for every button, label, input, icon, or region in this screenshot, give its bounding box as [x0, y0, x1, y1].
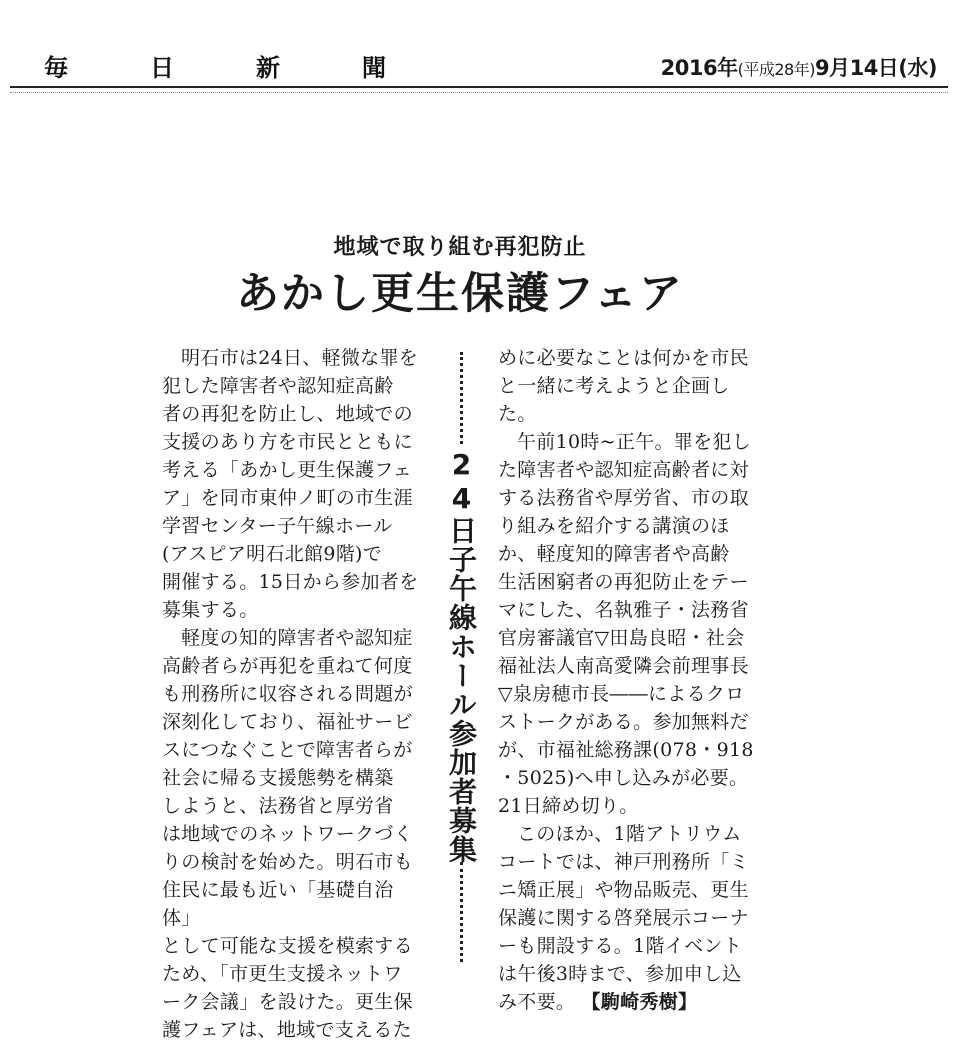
masthead-char-2: 日: [150, 54, 174, 82]
masthead-dotted-rule: [10, 92, 948, 93]
paragraph-2: 軽度の知的障害者や認知症 高齢者らが再犯を重ねて何度 も刑務所に収容される問題が 深刻化しており、福祉サービ スにつなぐことで障害者らが 社会に帰る支援態勢を構築 しようと、法務省と厚労省 は地域でのネットワークづく りの検討を始めた。明石市も 住民に最も近い「基礎自治体」 として可能な支援を模索する ため、「市更生支援ネットワ ーク会議」を設けた。更生保 護フェアは、地域で支えるた: [162, 627, 413, 1041]
masthead: [0, 52, 959, 88]
paragraph-5-text: このほか、1階アトリウム コートでは、神戸刑務所「ミ ニ矯正展」や物品販売、更生 保護に関する啓発展示コーナ ーも開設する。1階イベント は午後3時まで、参加申し込 み不要。: [498, 823, 749, 1013]
vertical-subheadline: 24日子午線ホール参加者募集: [445, 448, 478, 864]
paragraph-1: 明石市は24日、軽微な罪を 犯した障害者や認知症高齢 者の再犯を防止し、地域での 支援のあり方を市民とともに 考える「あかし更生保護フェ ア」を同市東仲ノ町の市生涯 学習センター子午線ホール (アスピア明石北館9階)で 開催する。15日から参加者を 募集する。: [162, 347, 419, 621]
masthead-char-1: 毎: [44, 54, 68, 82]
vertical-subheadline-bar: [444, 344, 478, 974]
article-column-2: [498, 344, 754, 1016]
issue-date-era: (平成28年): [737, 60, 815, 79]
article-headline: あかし更生保護フェア: [236, 269, 684, 319]
article-column-1: [162, 344, 424, 1044]
masthead-rule: [10, 86, 948, 88]
issue-date-year: 2016年: [660, 56, 738, 80]
issue-date: [661, 52, 937, 86]
masthead-char-3: 新: [256, 54, 280, 82]
byline: 【駒崎秀樹】: [581, 991, 698, 1013]
dotted-rule-top: [460, 352, 463, 444]
paragraph-4: 午前10時~正午。罪を犯し た障害者や認知症高齢者に対 する法務省や厚労省、市の取 り組みを紹介する講演のほ か、軽度知的障害者や高齢 生活困窮者の再犯防止をテー マにした、名執雅子・法務省 官房審議官▽田島良昭・社会 福祉法人南高愛隣会前理事長 ▽泉房穂市長――によるクロ ストークがある。参加無料だ が、市福祉総務課(078・918 ・5025)へ申し込みが必要。 21日締め切り。: [498, 431, 754, 817]
paragraph-5: [498, 820, 754, 1016]
dotted-rule-bottom: [460, 862, 463, 962]
masthead-char-4: 聞: [362, 54, 386, 82]
issue-date-day: 9月14日(水): [814, 56, 937, 80]
article-kicker: 地域で取り組む再犯防止: [333, 235, 587, 260]
paragraph-3: めに必要なことは何かを市民 と一緒に考えようと企画し た。: [498, 347, 749, 425]
